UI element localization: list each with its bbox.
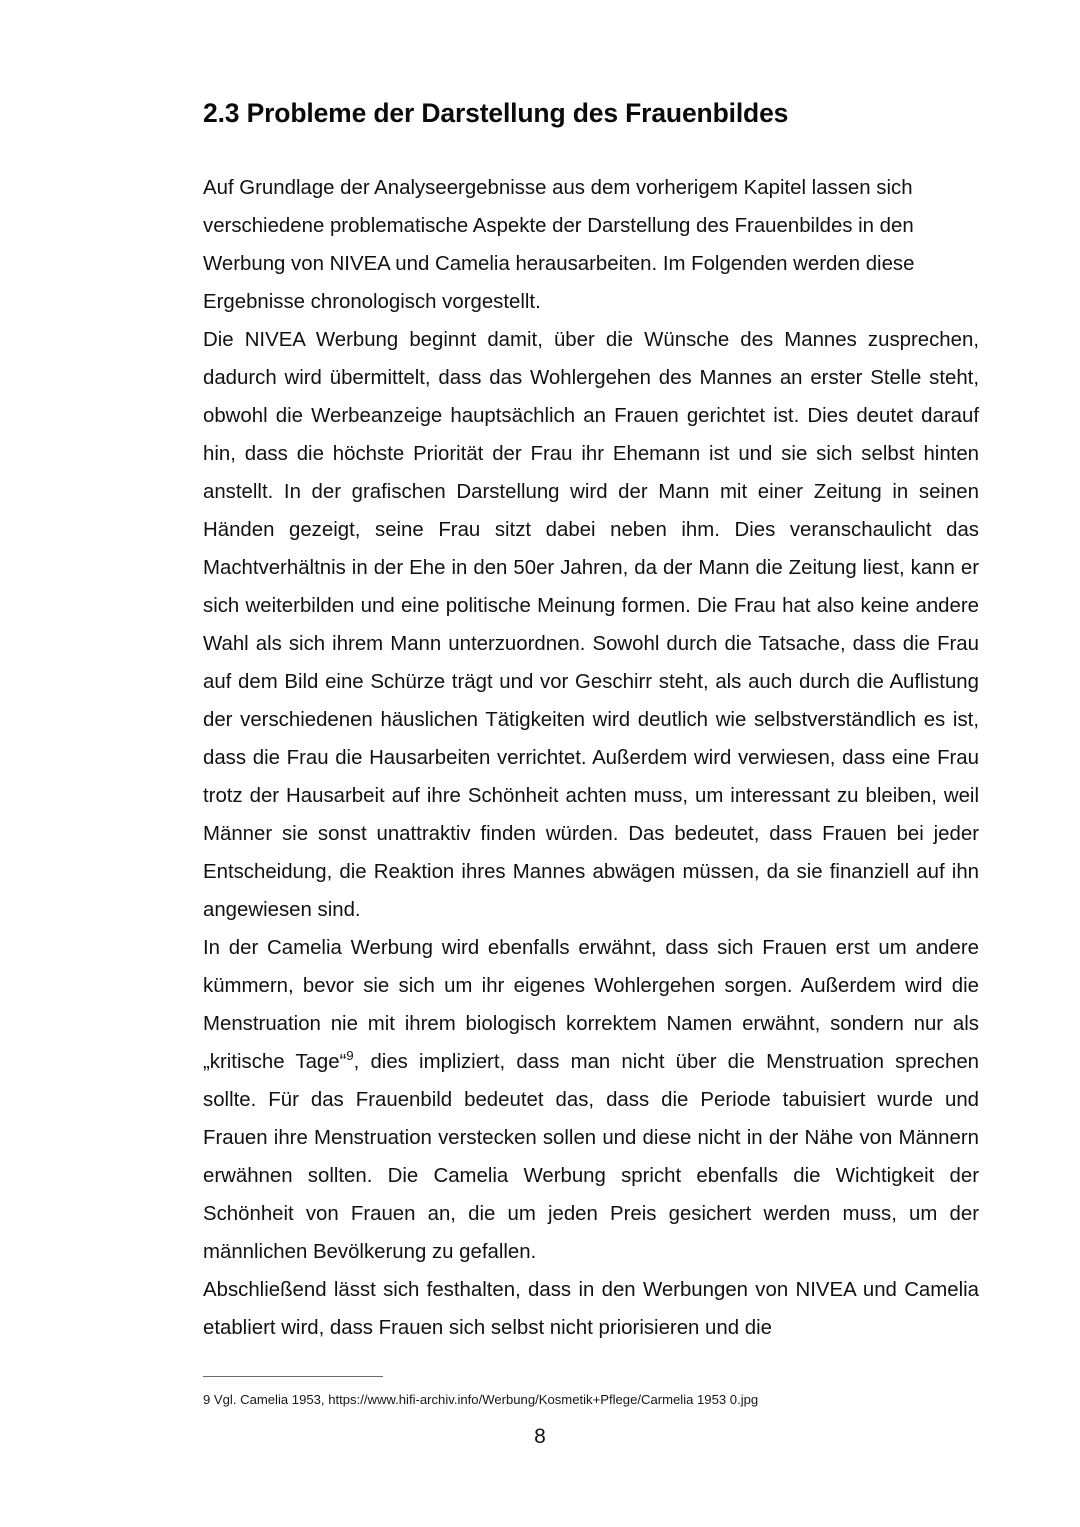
paragraph-camelia-analysis: [203, 929, 979, 1271]
page-heading: 2.3 Probleme der Darstellung des Frauenbildes: [203, 98, 789, 128]
camelia-text-after-footnote: , dies impliziert, dass man nicht über die Menstruation sprechen sollte. Für das Frauenbild bedeutet das, dass die Periode tabuisiert wurde und Frauen ihre Menstruation verstecken sollen und diese nicht in der Nähe von Männern erwähnen sollten. Die Camelia Werbung spricht ebenfalls die Wichtigkeit der Schönheit von Frauen an, die um jeden Preis gesichert werden muss, um der männlichen Bevölkerung zu gefallen.: [203, 1050, 979, 1263]
page-content: [203, 0, 979, 1347]
paragraph-nivea-analysis: Die NIVEA Werbung beginnt damit, über die Wünsche des Mannes zusprechen, dadurch wird übermittelt, dass das Wohlergehen des Mannes an erster Stelle steht, obwohl die Werbeanzeige hauptsächlich an Frauen gerichtet ist. Dies deutet darauf hin, dass die höchste Priorität der Frau ihr Ehemann ist und sie sich selbst hinten anstellt. In der grafischen Darstellung wird der Mann mit einer Zeitung in seinen Händen gezeigt, seine Frau sitzt dabei neben ihm. Dies veranschaulicht das Machtverhältnis in der Ehe in den 50er Jahren, da der Mann die Zeitung liest, kann er sich weiterbilden und eine politische Meinung formen. Die Frau hat also keine andere Wahl als sich ihrem Mann unterzuordnen. Sowohl durch die Tatsache, dass die Frau auf dem Bild eine Schürze trägt und vor Geschirr steht, als auch durch die Auflistung der verschiedenen häuslichen Tätigkeiten wird deutlich wie selbstverständlich es ist, dass die Frau die Hausarbeiten verrichtet. Außerdem wird verwiesen, dass eine Frau trotz der Hausarbeit auf ihre Schönheit achten muss, um interessant zu bleiben, weil Männer sie sonst unattraktiv finden würden. Das bedeutet, dass Frauen bei jeder Entscheidung, die Reaktion ihres Mannes abwägen müssen, da sie finanziell auf ihn angewiesen sind.: [203, 328, 979, 921]
footnote-area: [203, 1376, 979, 1409]
body-text-block: [203, 130, 979, 1347]
page-number: 8: [534, 1425, 546, 1448]
footnote-reference-marker[interactable]: 9: [346, 1048, 354, 1063]
footnote-separator-rule: [203, 1376, 383, 1377]
paragraph-intro: Auf Grundlage der Analyseergebnisse aus dem vorherigem Kapitel lassen sich verschiedene problematische Aspekte der Darstellung des Frauenbildes in den Werbung von NIVEA und Camelia herausarbeiten. Im Folgenden werden diese Ergebnisse chronologisch vorgestellt.: [203, 176, 915, 313]
footnote-entry: 9 Vgl. Camelia 1953, https://www.hifi-archiv.info/Werbung/Kosmetik+Pflege/Carmelia 1953 0.jpg: [203, 1392, 759, 1407]
paragraph-conclusion: Abschließend lässt sich festhalten, dass in den Werbungen von NIVEA und Camelia etabliert wird, dass Frauen sich selbst nicht priorisieren und die: [203, 1278, 979, 1339]
camelia-text-before-footnote: In der Camelia Werbung wird ebenfalls erwähnt, dass sich Frauen erst um andere kümmern, bevor sie sich um ihr eigenes Wohlergehen sorgen. Außerdem wird die Menstruation nie mit ihrem biologisch korrektem Namen erwähnt, sondern nur als „kritische Tage“: [203, 936, 979, 1073]
